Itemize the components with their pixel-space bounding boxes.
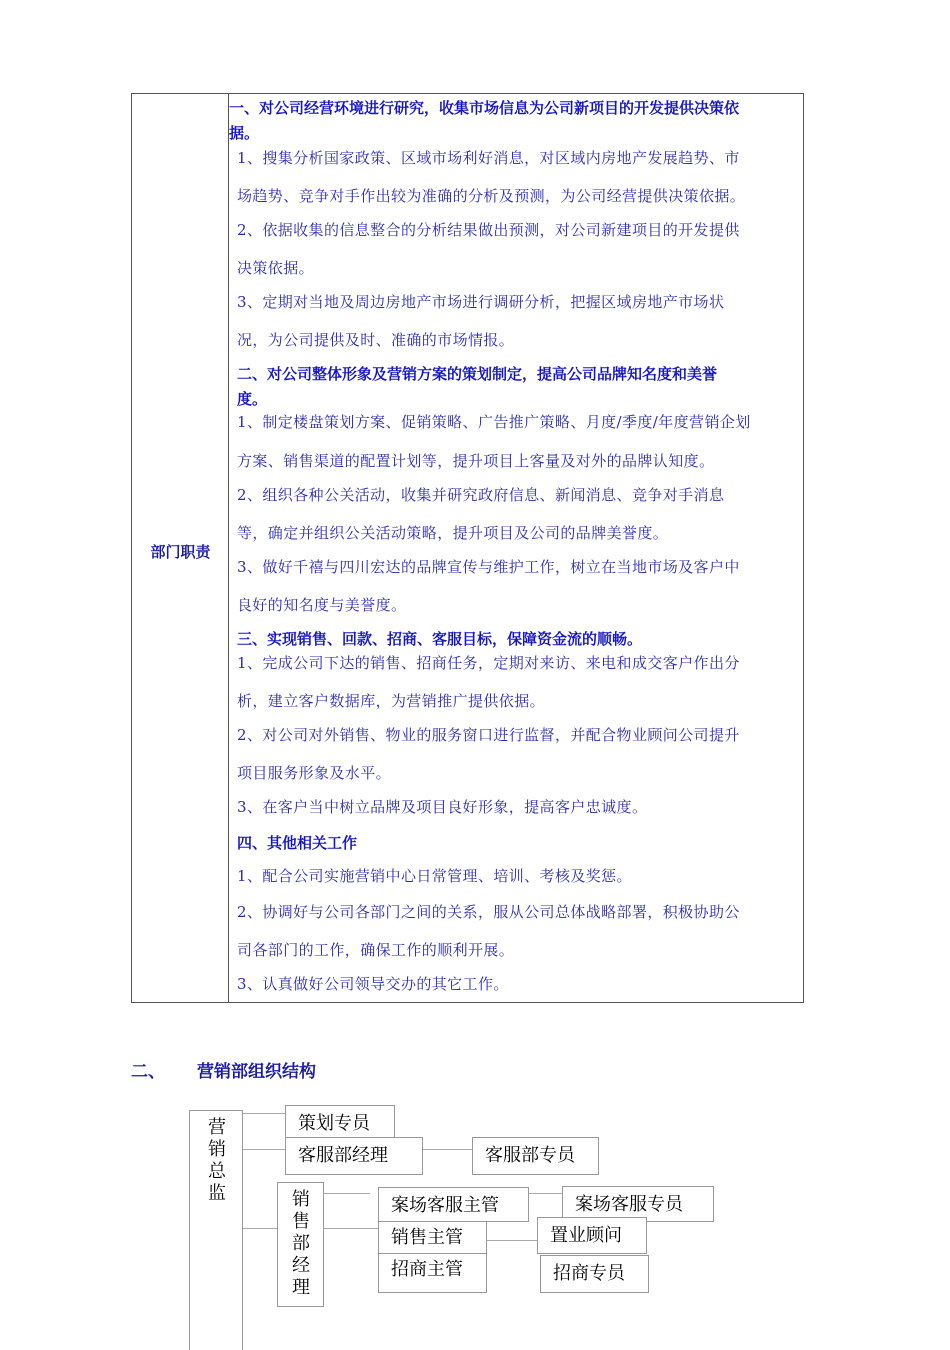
- sales-supervisor-box: [378, 1221, 487, 1254]
- duty-item: 2、协调好与公司各部门之间的关系，服从公司总体战略部署，积极协助公: [237, 903, 740, 921]
- duty-item: 1、配合公司实施营销中心日常管理、培训、考核及奖惩。: [237, 867, 632, 885]
- service-manager-box: [285, 1137, 423, 1175]
- duty-heading: 三、实现销售、回款、招商、客服目标，保障资金流的顺畅。: [237, 630, 643, 648]
- leasing-supervisor-label: 招商主管: [391, 1259, 463, 1280]
- onsite-service-specialist-label: 案场客服专员: [575, 1194, 683, 1215]
- property-consultant-label: 置业顾问: [550, 1225, 622, 1246]
- duty-item: 1、搜集分析国家政策、区域市场利好消息，对区域内房地产发展趋势、市: [237, 149, 740, 167]
- leasing-specialist-label: 招商专员: [553, 1263, 625, 1284]
- connector: [243, 1228, 278, 1229]
- duty-item: 良好的知名度与美誉度。: [237, 596, 407, 614]
- section-number: 二、: [131, 1062, 165, 1082]
- duty-item: 1、制定楼盘策划方案、促销策略、广告推广策略、月度/季度/年度营销企划: [237, 413, 751, 431]
- duty-item: 2、依据收集的信息整合的分析结果做出预测，对公司新建项目的开发提供: [237, 221, 740, 239]
- duty-label: 部门职责: [150, 543, 211, 561]
- connector: [243, 1113, 286, 1114]
- duty-heading: 二、对公司整体形象及营销方案的策划制定，提高公司品牌知名度和美誉: [237, 365, 718, 383]
- duty-item: 方案、销售渠道的配置计划等，提升项目上客量及对外的品牌认知度。: [237, 452, 715, 470]
- service-specialist-label: 客服部专员: [485, 1145, 575, 1166]
- duty-heading: 一、对公司经营环境进行研究，收集市场信息为公司新项目的开发提供决策依: [229, 99, 740, 117]
- duty-heading: 度。: [237, 390, 268, 408]
- duty-item: 2、组织各种公关活动，收集并研究政府信息、新闻消息、竞争对手消息: [237, 486, 725, 504]
- duty-item: 3、定期对当地及周边房地产市场进行调研分析，把握区域房地产市场状: [237, 293, 725, 311]
- planner-label: 策划专员: [298, 1113, 370, 1134]
- duty-item: 3、在客户当中树立品牌及项目良好形象，提高客户忠诚度。: [237, 798, 648, 816]
- duty-heading: 据。: [229, 124, 260, 142]
- duty-item: 决策依据。: [237, 259, 315, 277]
- onsite-service-supervisor-label: 案场客服主管: [391, 1195, 499, 1216]
- sales-manager-box: [277, 1182, 324, 1307]
- duty-heading: 四、其他相关工作: [237, 834, 358, 852]
- duty-item: 项目服务形象及水平。: [237, 764, 392, 782]
- leasing-specialist-box: [540, 1255, 649, 1293]
- onsite-service-supervisor-box: [378, 1187, 529, 1222]
- director-box: [189, 1110, 243, 1350]
- leasing-supervisor-box: [378, 1253, 487, 1293]
- connector: [323, 1193, 370, 1194]
- duty-item: 场趋势、竞争对手作出较为准确的分析及预测，为公司经营提供决策依据。: [237, 187, 746, 205]
- section-title: 营销部组织结构: [197, 1062, 316, 1082]
- duty-item: 析，建立客户数据库，为营销推广提供依据。: [237, 692, 546, 710]
- director-label: 营销总监: [208, 1117, 226, 1204]
- connector: [422, 1149, 472, 1150]
- duty-item: 3、认真做好公司领导交办的其它工作。: [237, 975, 509, 993]
- duty-item: 等，确定并组织公关活动策略，提升项目及公司的品牌美誉度。: [237, 524, 669, 542]
- sales-supervisor-label: 销售主管: [391, 1227, 463, 1248]
- connector: [528, 1193, 562, 1194]
- planner-box: [285, 1105, 395, 1138]
- duty-item: 2、对公司对外销售、物业的服务窗口进行监督，并配合物业顾问公司提升: [237, 726, 740, 744]
- connector: [486, 1240, 537, 1241]
- sales-manager-label: 销售部经理: [292, 1189, 310, 1298]
- duty-item: 况，为公司提供及时、准确的市场情报。: [237, 331, 515, 349]
- service-specialist-box: [472, 1137, 599, 1175]
- connector: [323, 1228, 378, 1229]
- duty-item: 1、完成公司下达的销售、招商任务，定期对来访、来电和成交客户作出分: [237, 654, 740, 672]
- service-manager-label: 客服部经理: [298, 1145, 388, 1166]
- property-consultant-box: [537, 1217, 647, 1254]
- connector: [243, 1149, 286, 1150]
- duty-item: 3、做好千禧与四川宏达的品牌宣传与维护工作，树立在当地市场及客户中: [237, 558, 740, 576]
- duty-item: 司各部门的工作，确保工作的顺利开展。: [237, 941, 515, 959]
